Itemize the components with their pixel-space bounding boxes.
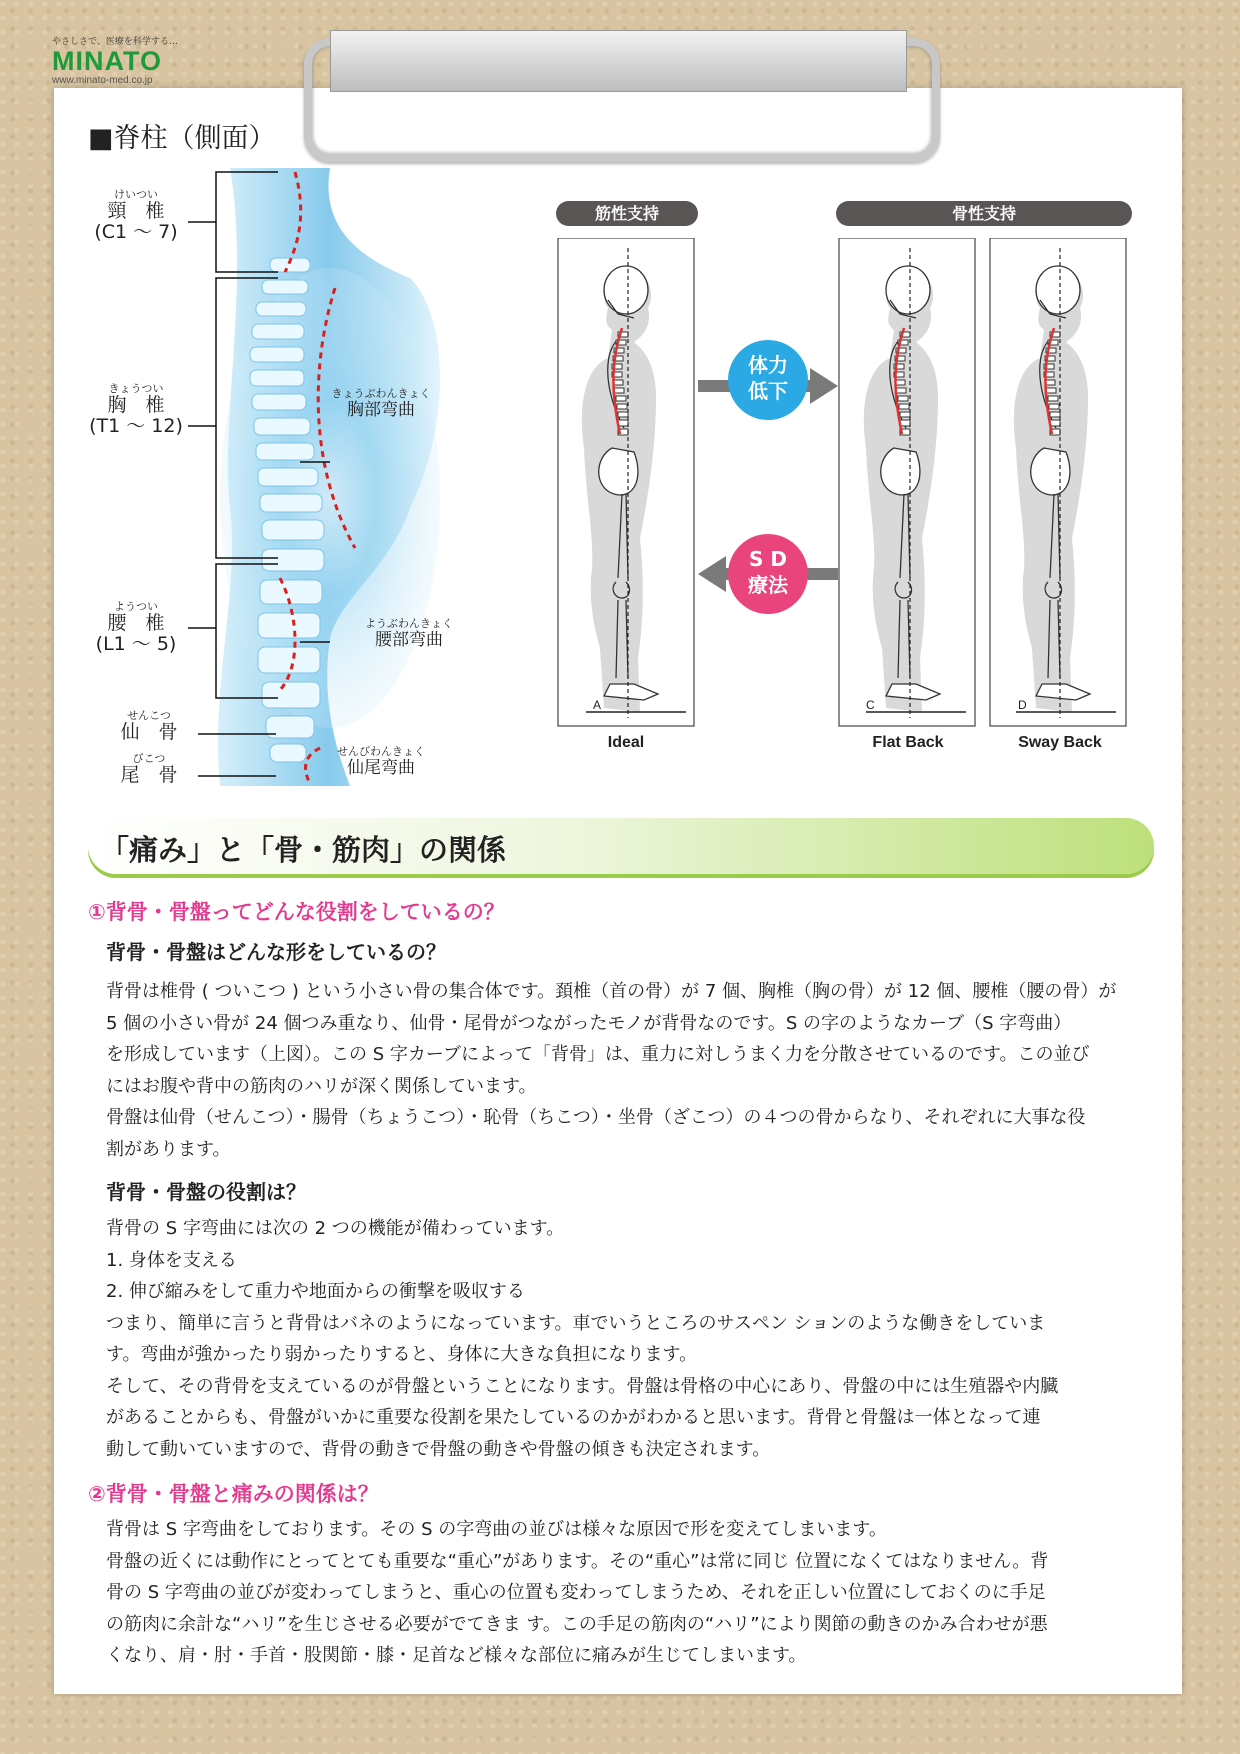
- name-thoracic: 胸 椎: [107, 394, 165, 416]
- label-thoracic-curve: [326, 388, 436, 420]
- q1-subheading-role: 背骨・骨盤の役割は？: [106, 1180, 306, 1204]
- figure-letter-a: A: [593, 698, 602, 712]
- q1-shape-paragraph: [106, 976, 1136, 1165]
- text-line: を形成しています（上図）。この S 字カーブによって「背骨」は、重力に対しうまく力を分散させているのです。この並び: [106, 1044, 1090, 1065]
- text-line: 背骨は椎骨 ( ついこつ ) という小さい骨の集合体です。頚椎（首の骨）が 7 個、胸椎（胸の骨）が 12 個、腰椎（腰の骨）が: [106, 981, 1117, 1002]
- caption-flat-back: Flat Back: [872, 734, 944, 751]
- ruby-thoracic-curve: きょうぶわんきょく: [331, 387, 431, 400]
- ruby-thoracic: きょうつい: [108, 382, 164, 395]
- name-sacrum: 仙 骨: [120, 721, 178, 743]
- text-line: 5 個の小さい骨が 24 個つみ重なり、仙骨・尾骨がつながったモノが背骨なのです。S の字のようなカーブ（S 字弯曲）: [106, 1012, 1072, 1034]
- range-lumbar: (L1 ～ 5): [95, 633, 177, 655]
- label-sacrum: [104, 709, 194, 743]
- clipboard-clip: [300, 30, 930, 150]
- badge-pink-line1: S D: [749, 547, 787, 571]
- q2-paragraph: [106, 1514, 1136, 1672]
- text-line: くなり、肩・肘・手首・股関節・膝・足首など様々な部位に痛みが生じてしまいます。: [106, 1645, 807, 1666]
- section-title: ■脊柱（側面）: [88, 123, 276, 154]
- text-line: があることからも、骨盤がいかに重要な役割を果たしているのかがわかると思います。背骨と骨盤は一体となって連: [106, 1407, 1041, 1428]
- text-line: す。弯曲が強かったり弱かったりすると、身体に大きな負担になります。: [106, 1344, 698, 1365]
- range-thoracic: (T1 ～ 12): [89, 415, 183, 437]
- logo-tagline: やさしさで、医療を科学する…: [52, 37, 178, 47]
- name-lumbar-curve: 腰部弯曲: [375, 630, 443, 650]
- question-2-heading: ②背骨・骨盤と痛みの関係は？: [88, 1482, 379, 1506]
- caption-ideal: Ideal: [607, 734, 645, 751]
- text-line: つまり、簡単に言うと背骨はバネのようになっています。車でいうところのサスペン ションのような働きをしていま: [106, 1312, 1046, 1334]
- posture-figures: [556, 238, 1130, 730]
- badge-fitness-decline: [728, 352, 808, 404]
- name-sacral-curve: 仙尾弯曲: [347, 758, 415, 778]
- text-line: 割があります。: [106, 1138, 231, 1160]
- figure-letter-c: C: [866, 698, 875, 712]
- text-line: 骨盤は仙骨（せんこつ）・腸骨（ちょうこつ）・恥骨（ちこつ）・坐骨（ざこつ）の４つの骨からなり、それぞれに大事な役: [106, 1107, 1086, 1128]
- label-lumbar-curve: [354, 618, 464, 650]
- ruby-cervical: けいつい: [114, 188, 158, 201]
- clip-bar: [330, 30, 907, 92]
- text-line: 骨盤の近くには動作にとってとても重要な“重心”があります。その“重心”は常に同じ 位置になくてはなりません。背: [106, 1550, 1049, 1572]
- name-lumbar: 腰 椎: [107, 612, 165, 634]
- badge-blue-line1: 体力: [748, 353, 788, 377]
- question-1-heading: ①背骨・骨盤ってどんな役割をしているの？: [88, 900, 505, 924]
- text-line: 背骨の S 字弯曲には次の 2 つの機能が備わっています。: [106, 1218, 565, 1239]
- name-cervical: 頸 椎: [107, 200, 165, 222]
- label-cervical: [86, 188, 186, 243]
- badge-sd-therapy: [728, 546, 808, 598]
- pill-bone-support: 骨性支持: [836, 201, 1132, 226]
- text-line: 1. 身体を支える: [106, 1249, 237, 1271]
- label-coccyx: [104, 752, 194, 786]
- caption-sway-back: Sway Back: [1018, 734, 1102, 751]
- badge-pink-line2: 療法: [748, 573, 788, 597]
- vertebra-brackets: [180, 168, 340, 786]
- text-line: 動して動いていますので、背骨の動きで骨盤の動きや骨盤の傾きも決定されます。: [106, 1438, 771, 1460]
- range-cervical: (C1 ～ 7): [94, 221, 178, 243]
- name-thoracic-curve: 胸部弯曲: [347, 400, 415, 420]
- name-coccyx: 尾 骨: [120, 764, 178, 786]
- ruby-coccyx: びこつ: [132, 752, 166, 765]
- logo-url: www.minato-med.co.jp: [52, 75, 153, 86]
- text-line: にはお腹や背中の筋肉のハリが深く関係しています。: [106, 1075, 537, 1097]
- ruby-sacrum: せんこつ: [127, 709, 171, 722]
- label-thoracic: [80, 382, 192, 437]
- q1-subheading-shape: 背骨・骨盤はどんな形をしているの？: [106, 940, 446, 964]
- text-line: 2. 伸び縮みをして重力や地面からの衝撃を吸収する: [106, 1281, 525, 1302]
- badge-blue-line2: 低下: [748, 379, 788, 403]
- label-sacral-curve: [326, 746, 436, 778]
- ruby-lumbar: ようつい: [114, 600, 158, 613]
- figure-letter-d: D: [1018, 698, 1027, 712]
- text-line: の筋肉に余計な“ハリ”を生じさせる必要がでてきま す。この手足の筋肉の“ハリ”により関節の動きのかみ合わせが悪: [106, 1613, 1048, 1635]
- ruby-lumbar-curve: ようぶわんきょく: [365, 617, 453, 630]
- article-title: 「痛み」と「骨・筋肉」の関係: [100, 833, 507, 867]
- text-line: 骨の S 字弯曲の並びが変わってしまうと、重心の位置も変わってしまうため、それを正しい位置にしておくのに手足: [106, 1582, 1046, 1603]
- q1-role-paragraph: [106, 1213, 1136, 1465]
- ruby-sacral-curve: せんびわんきょく: [337, 745, 425, 758]
- article-band: [88, 818, 1154, 874]
- logo: [52, 34, 202, 86]
- text-line: 背骨は S 字弯曲をしております。その S の字弯曲の並びは様々な原因で形を変えてしまいます。: [106, 1519, 887, 1540]
- pill-muscle-support: 筋性支持: [556, 201, 698, 226]
- label-lumbar: [86, 600, 186, 655]
- logo-brand: MINATO: [52, 46, 162, 76]
- text-line: そして、その背骨を支えているのが骨盤ということになります。骨盤は骨格の中心にあり、骨盤の中には生殖器や内臓: [106, 1375, 1059, 1397]
